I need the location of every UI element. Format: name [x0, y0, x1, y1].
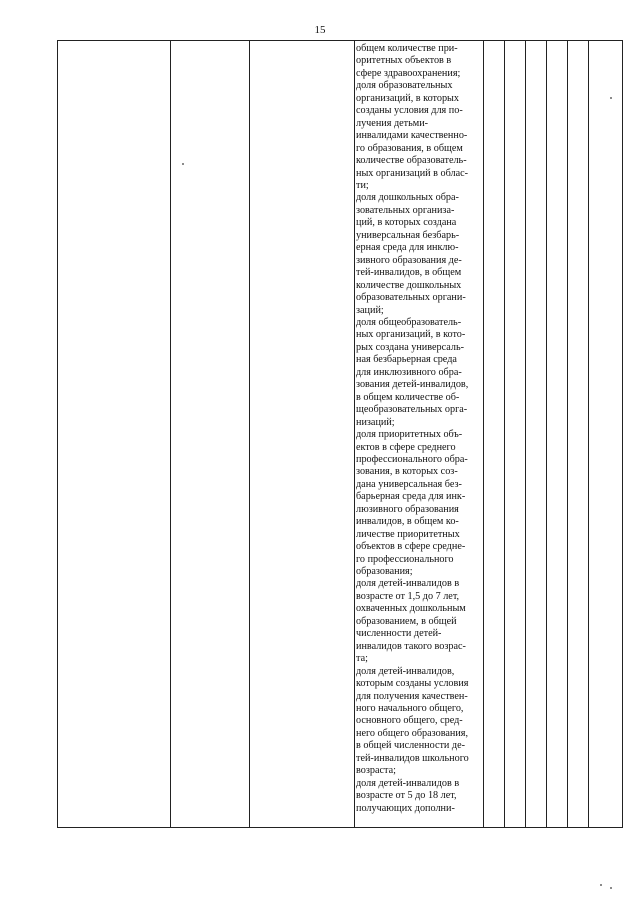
scan-speck: [610, 887, 612, 889]
column-divider: [588, 41, 589, 827]
page-number: 15: [314, 24, 326, 36]
column-divider: [170, 41, 171, 827]
column-divider: [567, 41, 568, 827]
scan-speck: [610, 97, 612, 99]
column-divider: [546, 41, 547, 827]
scan-speck: [182, 163, 184, 165]
scan-speck: [600, 884, 602, 886]
column-divider: [504, 41, 505, 827]
column-divider: [354, 41, 355, 827]
program-table: [57, 40, 623, 828]
column-divider: [249, 41, 250, 827]
column-divider: [525, 41, 526, 827]
column-divider: [483, 41, 484, 827]
indicator-cell-text: общем количестве при- оритетных объектов в сфере здравоохранения; доля образовательных организаций, в которых созданы условия для по- лучения детьми- инвалидами качественно- го образования, в общем количестве образователь- ных организаций в облас- ти; доля дошкольных обра- зовательных организа- ций, в которых создана универсальная безбарь- ерная среда для инклю- зивного образования де- тей-инвалидов, в общем количестве дошкольных образовательных органи- заций; доля общеобразователь- ных организаций, в кото- рых создана универсаль- ная безбарьерная среда для инклюзивного обра- зования детей-инвалидов, в общем количестве об- щеобразовательных орга- низаций; доля приоритетных объ- ектов в сфере среднего профессионального обра- зования, в которых соз- дана универсальная без- барьерная среда для инк- люзивного образования инвалидов, в общем ко- личестве приоритетных объектов в сфере средне- го профессионального образования; доля детей-инвалидов в возрасте от 1,5 до 7 лет, охваченных дошкольным образованием, в общей численности детей- инвалидов такого возрас- та; доля детей-инвалидов, которым созданы условия для получения качествен- ного начального общего, основного общего, сред- него общего образования, в общей численности де- тей-инвалидов школьного возраста; доля детей-инвалидов в возрасте от 5 до 18 лет, получающих дополни-: [356, 43, 469, 814]
